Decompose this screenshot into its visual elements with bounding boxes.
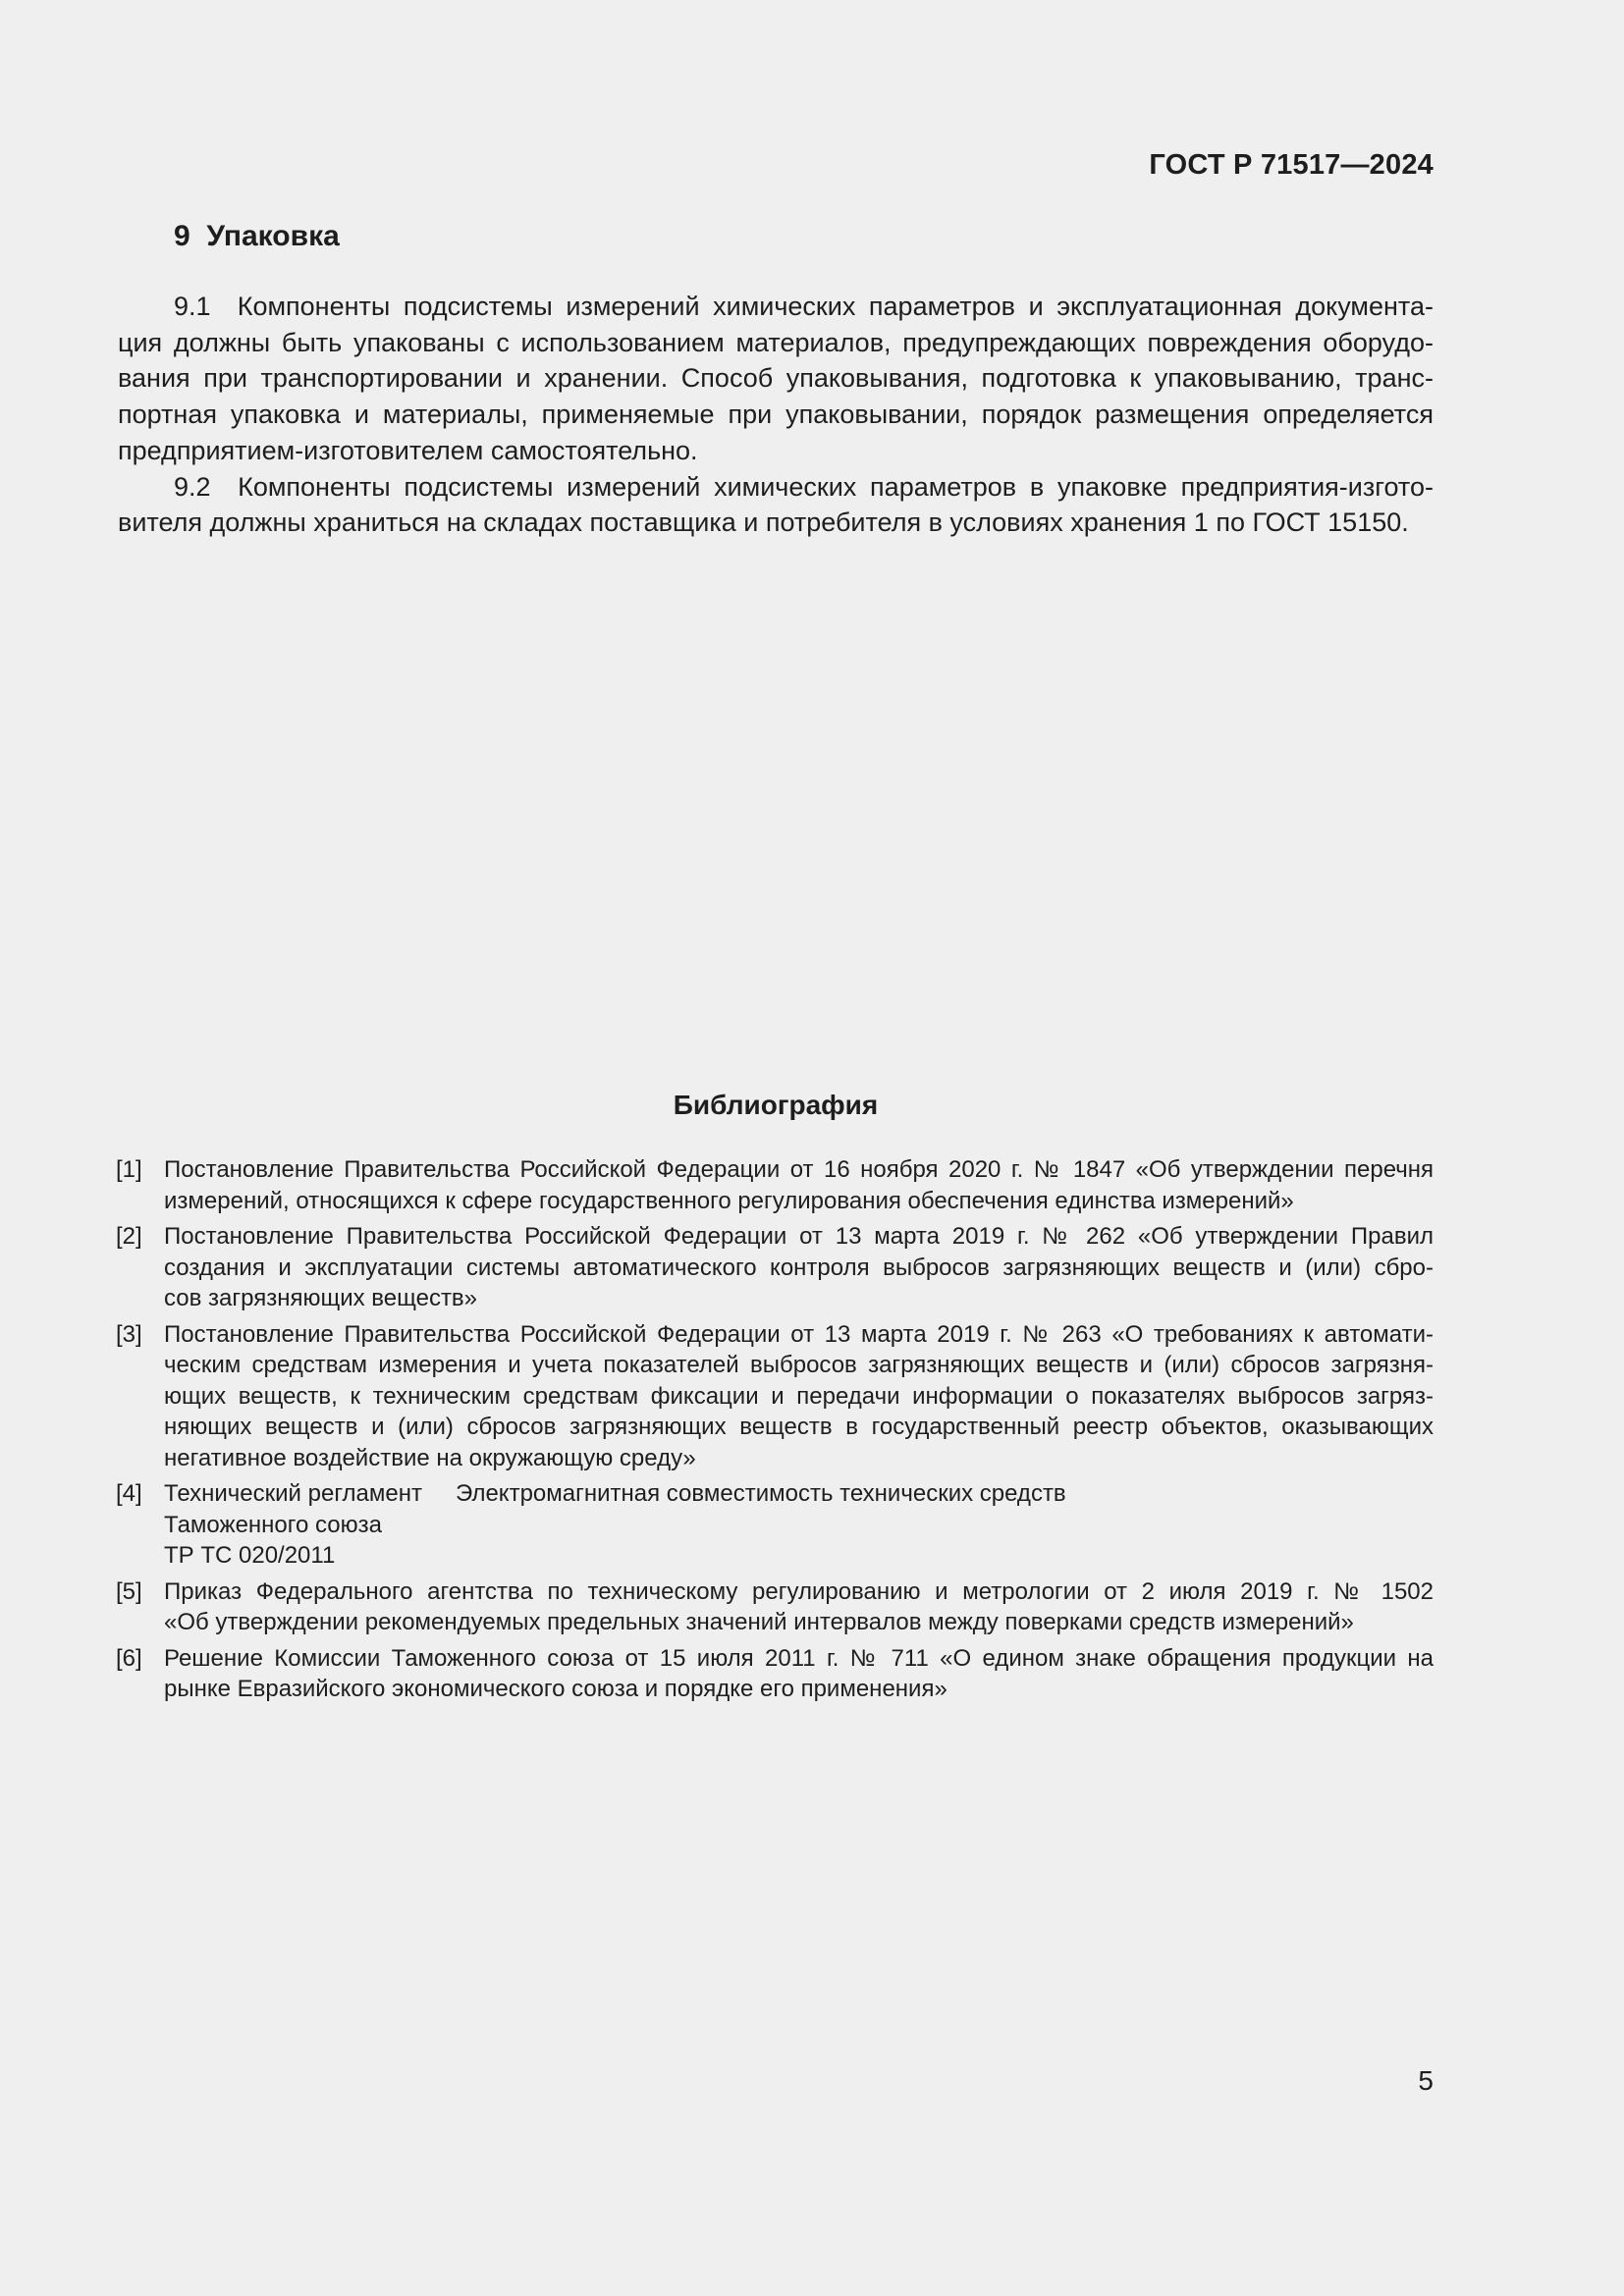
bibliography-item (116, 1319, 1434, 1474)
paragraph-line: 9.1 Компоненты подсистемы измерений химических параметров и эксплуатационная документа- (174, 292, 1434, 321)
bibliography-item-number: [1] (116, 1156, 142, 1183)
paragraph-line: предприятием-изготовителем самостоятельно. (118, 435, 698, 465)
bibliography-item-number: [2] (116, 1223, 142, 1250)
bibliography-line: няющих веществ и (или) сбросов загрязняющих веществ в государственный реестр объектов, оказывающих (164, 1414, 1434, 1440)
bibliography-item-text (164, 1478, 1434, 1572)
bibliography-item-number: [6] (116, 1644, 142, 1672)
bibliography-item-text (164, 1576, 1434, 1638)
bibliography-line: создания и эксплуатации системы автоматического контроля выбросов загрязняющих веществ и (или) сбро- (164, 1254, 1434, 1281)
bibliography-list (116, 1154, 1434, 1710)
paragraph-line: 9.2 Компоненты подсистемы измерений химических параметров в упаковке предприятия-изгото- (174, 471, 1434, 502)
bibliography-item (116, 1478, 1434, 1572)
bibliography-item-text (164, 1221, 1434, 1314)
section-body (118, 289, 1434, 541)
bibliography-item (116, 1643, 1434, 1705)
paragraph-line: портная упаковка и материалы, применяемые при упаковывании, порядок размещения определяется (118, 400, 1434, 430)
bibliography-item (116, 1221, 1434, 1314)
bibliography-line: Постановление Правительства Российской Федерации от 13 марта 2019 г. № 263 «О требованиях к автомати- (164, 1320, 1434, 1348)
bibliography-line: Таможенного союза (164, 1511, 382, 1538)
bibliography-item (116, 1576, 1434, 1638)
bibliography-item-text (164, 1643, 1434, 1705)
section-title: 9 Упаковка (174, 220, 340, 252)
bibliography-line: «Об утверждении рекомендуемых предельных значений интервалов между поверками средств измерений» (164, 1609, 1354, 1635)
bibliography-item-number: [3] (116, 1320, 142, 1348)
bibliography-line: негативное воздействие на окружающую среду» (164, 1444, 696, 1471)
paragraph-line: вания при транспортировании и хранении. Способ упаковывания, подготовка к упаковыванию, транс- (118, 363, 1434, 394)
paragraph-9-2 (118, 469, 1434, 541)
bibliography-line: ТР ТС 020/2011 (164, 1542, 336, 1569)
bibliography-title: Библиография (673, 1090, 879, 1120)
bibliography-item-number: [5] (116, 1577, 142, 1605)
bibliography-line (164, 1478, 1434, 1510)
bibliography-line: Приказ Федерального агентства по техническому регулированию и метрологии от 2 июля 2019 г. № 1502 (164, 1577, 1434, 1605)
paragraph-line: ция должны быть упакованы с использованием материалов, предупреждающих повреждения оборудо- (118, 327, 1434, 357)
bibliography-line: Решение Комиссии Таможенного союза от 15 июля 2011 г. № 711 «О едином знаке обращения продукции на (164, 1644, 1434, 1672)
document-code: ГОСТ Р 71517—2024 (1149, 149, 1434, 181)
bibliography-item-text (164, 1154, 1434, 1216)
bibliography-item-number: [4] (116, 1480, 142, 1507)
bibliography-item (116, 1154, 1434, 1216)
regulation-name: Технический регламент (164, 1480, 422, 1507)
bibliography-item-text (164, 1319, 1434, 1474)
bibliography-line: измерений, относящихся к сфере государственного регулирования обеспечения единства измерений» (164, 1187, 1294, 1214)
paragraph-line: вителя должны храниться на складах поставщика и потребителя в условиях хранения 1 по ГОСТ 15150. (118, 507, 1409, 538)
bibliography-line: ческим средствам измерения и учета показателей выбросов загрязняющих веществ и (или) сбросов загрязня- (164, 1352, 1434, 1378)
bibliography-line: сов загрязняющих веществ» (164, 1285, 478, 1311)
bibliography-line: Постановление Правительства Российской Федерации от 13 марта 2019 г. № 262 «Об утверждении Правил (164, 1223, 1434, 1250)
bibliography-line: ющих веществ, к техническим средствам фиксации и передачи информации о показателях выбросов загряз- (164, 1382, 1434, 1410)
bibliography-line: Постановление Правительства Российской Федерации от 16 ноября 2020 г. № 1847 «Об утверждении перечня (164, 1156, 1434, 1183)
page-number: 5 (1418, 2065, 1434, 2096)
bibliography-line: рынке Евразийского экономического союза и порядке его применения» (164, 1676, 947, 1702)
regulation-title: Электромагнитная совместимость технических средств (456, 1480, 1066, 1507)
paragraph-9-1 (118, 289, 1434, 469)
